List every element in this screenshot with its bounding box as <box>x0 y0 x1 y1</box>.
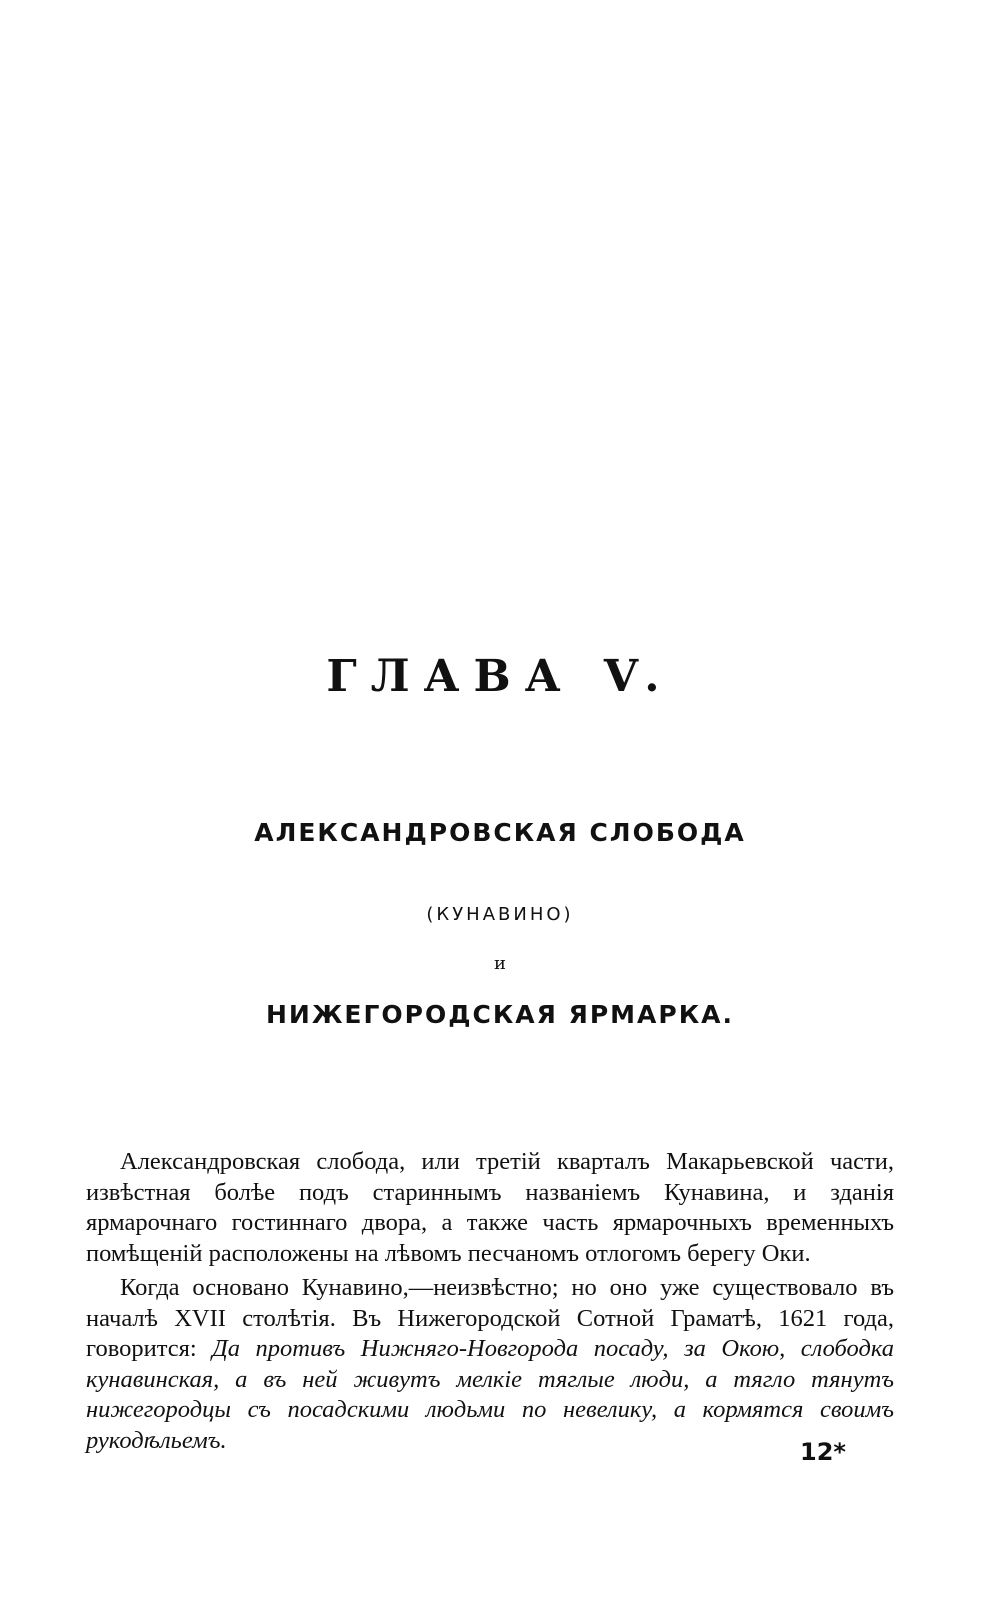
paragraph-text: Когда основано Кунавино,—неизвѣстно; но оно уже существовало въ началѣ XVII столѣтія. Въ Нижегородской Сотной Граматѣ, 1621 года, говорится: <box>86 1274 894 1362</box>
chapter-heading-main: АЛЕКСАНДРОВСКАЯ СЛОБОДА <box>254 818 746 847</box>
chapter-heading-parenthetical: (КУНАВИНО) <box>426 904 574 925</box>
page-number: 12* <box>800 1438 846 1466</box>
chapter-title: ГЛАВА V. <box>326 651 674 702</box>
quoted-charter-text: Да противъ Нижняго-Новгорода посаду, за Окою, слободка кунавинская, а въ ней живутъ мелкіе тяглые люди, а тягло тянутъ нижегородцы съ посадскими людьми по невелику, а кормятся своимъ рукодѣльемъ. <box>86 1335 894 1454</box>
paragraph <box>86 1273 894 1456</box>
chapter-heading-second: НИЖЕГОРОДСКАЯ ЯРМАРКА. <box>265 1000 735 1029</box>
body-text <box>86 1147 894 1456</box>
chapter-heading-conjunction: и <box>494 953 506 974</box>
paragraph: Александровская слобода, или третій кварталъ Макарьевской части, извѣстная болѣе подъ стариннымъ названіемъ Кунавина, и зданія ярмарочнаго гостиннаго двора, а также часть ярмарочныхъ временныхъ помѣщеній расположены на лѣвомъ песчаномъ отлогомъ берегу Оки. <box>86 1148 894 1267</box>
